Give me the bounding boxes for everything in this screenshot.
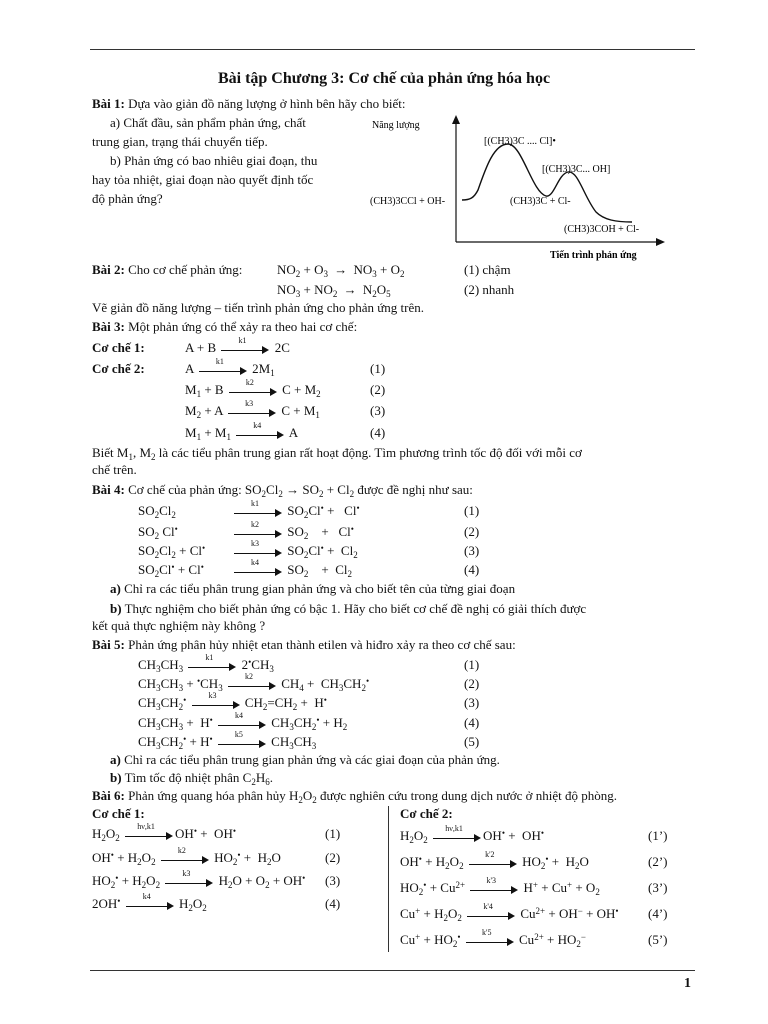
b3-m1-eq: A + B k1 2C — [185, 336, 290, 355]
b1-b2: hay tỏa nhiệt, giai đoạn nào quyết định tốc — [92, 172, 314, 187]
b5-n1: (1) — [464, 657, 480, 672]
b5-intro-line — [92, 637, 516, 653]
b4-eq2-right: k2 $SO_2$ + Cl• — [232, 524, 354, 540]
b3-m2-eq4: $M_1 + M_1$ k4 A — [185, 421, 299, 442]
bottom-rule — [90, 970, 695, 971]
column-divider — [388, 806, 389, 952]
ts1-label: [(CH3)3C .... Cl]• — [484, 136, 556, 147]
page-number: 1 — [684, 976, 691, 991]
b4-qa-label: a) — [110, 581, 121, 596]
b6-m2-eq2: $OH^• + H_2O_2$ k'2 $HO_2^• + H_2O$ — [400, 850, 589, 871]
b3-task2: chế trên. — [92, 462, 137, 477]
b2-r2-speed: (2) nhanh — [464, 282, 515, 297]
y-axis-arrow — [452, 115, 460, 124]
b2-r1-speed: (1) chậm — [464, 262, 511, 277]
b6-intro-line: Bài 6: Phản ứng quang hóa phân hủy $H_2O_2$ được nghiên cứu trong dung dịch nước ở nhiệt độ phòng. — [92, 788, 618, 805]
b2-intro: Cho cơ chế phản ứng: — [128, 262, 243, 277]
top-rule — [90, 49, 695, 50]
b6-m1-eq3: $HO_2^• + H_2O_2$ k3 $H_2O + O_2 + OH^•$ — [92, 869, 306, 890]
b5-eq4: $CH_3CH_3 + H^•$ k4 $CH_3CH_2^• + H_2$ — [138, 711, 348, 732]
b3-task1: Biết $M_1$, $M_2$ là các tiểu phân trung gian rất hoạt động. Tìm phương trình tốc độ đối với mỗi cơ — [92, 445, 582, 462]
b3-m2-label: Cơ chế 2: — [92, 361, 145, 376]
b3-n4: (4) — [370, 425, 386, 440]
b3-m2-eq2: $M_1 + B$ k2 $C + M_2$ — [185, 378, 321, 399]
b6-m2-n2: (2’) — [648, 854, 668, 869]
b2-r1: $NO_2 + O_3 \to NO_3 + O_2$ — [277, 262, 405, 279]
b6-m1-label: Cơ chế 1: — [92, 806, 145, 821]
b2-r2: $NO_3 + NO_2 \to N_2O_5$ — [277, 282, 391, 299]
b5-n5: (5) — [464, 734, 480, 749]
b4-qb-label: b) — [110, 601, 122, 616]
b6-m2-eq4: $Cu^+ + H_2O_2$ k'4 $Cu^{2+} + OH^- + OH^•$ — [400, 902, 619, 923]
b2-intro-line — [92, 262, 242, 278]
b5-eq2: $CH_3CH_3 + ^•CH_3$ k2 $CH_4 + CH_3CH_2^•$ — [138, 672, 370, 693]
b3-m2-eq1: A k1 $2M_1$ — [185, 357, 275, 378]
b1-intro-line — [92, 96, 405, 112]
b3-m1-label: Cơ chế 1: — [92, 340, 145, 355]
b4-n3: (3) — [464, 543, 480, 558]
b4-eq3-left: $SO_2Cl_2 + Cl^•$ — [138, 543, 206, 560]
b3-intro: Một phản ứng có thể xảy ra theo hai cơ chế: — [128, 319, 358, 334]
b1-a2: trung gian, trạng thái chuyển tiếp. — [92, 134, 268, 149]
b6-m1-n4: (4) — [325, 896, 341, 911]
b4-eq4-right: k4 $SO_2$ + $Cl_2$ — [232, 562, 352, 578]
b4-qa: Chỉ ra các tiểu phân trung gian phản ứng và cho biết tên của từng giai đoạn — [124, 581, 516, 596]
b1-a1: a) Chất đầu, sản phẩm phản ứng, chất — [110, 115, 306, 130]
b6-m2-label: Cơ chế 2: — [400, 806, 453, 821]
b3-m2-eq3: $M_2 + A$ k3 $C + M_1$ — [185, 399, 320, 420]
b5-qb-line: b) Tìm tốc độ nhiệt phân $C_2H_6$. — [110, 770, 273, 787]
b4-qb1: Thực nghiệm cho biết phản ứng có bậc 1. Hãy cho biết cơ chế đề nghị có giải thích được — [124, 601, 587, 616]
b5-qa-line — [110, 752, 500, 768]
b6-m1-eq4: 2OH• k4 $H_2O_2$ — [92, 892, 207, 913]
b5-eq5: $CH_3CH_2^• + H^•$ k5 $CH_3CH_3$ — [138, 730, 317, 751]
b5-qa-label: a) — [110, 752, 121, 767]
b1-label: Bài 1: — [92, 96, 125, 111]
b3-label: Bài 3: — [92, 319, 125, 334]
b4-qb-line — [110, 601, 586, 617]
intermediate-label: (CH3)3C + Cl- — [510, 196, 571, 207]
b6-m1-n2: (2) — [325, 850, 341, 865]
b6-m2-n5: (5’) — [648, 932, 668, 947]
b4-n2: (2) — [464, 524, 480, 539]
b3-intro-line — [92, 319, 357, 335]
energy-diagram — [370, 112, 670, 262]
b6-m2-n3: (3’) — [648, 880, 668, 895]
b4-qa-line — [110, 581, 515, 597]
b5-intro: Phản ứng phân hủy nhiệt etan thành etilen và hiđro xảy ra theo cơ chế sau: — [128, 637, 516, 652]
b4-qb2: kết quả thực nghiệm này không ? — [92, 618, 266, 633]
b4-n4: (4) — [464, 562, 480, 577]
b4-eq4-left: $SO_2Cl^• + Cl^•$ — [138, 562, 204, 579]
b5-n3: (3) — [464, 695, 480, 710]
b6-m1-eq2: $OH^• + H_2O_2$ k2 $HO_2^• + H_2O$ — [92, 846, 281, 867]
b6-m2-eq5: $Cu^+ + HO_2^•$ k'5 $Cu^{2+} + HO_2^-$ — [400, 928, 586, 949]
b2-task: Vẽ giản đồ năng lượng – tiến trình phản ứng cho phản ứng trên. — [92, 300, 425, 315]
b4-n1: (1) — [464, 503, 480, 518]
b3-n2: (2) — [370, 382, 386, 397]
b6-m2-n4: (4’) — [648, 906, 668, 921]
b4-eq1-left: $SO_2Cl_2$ — [138, 503, 176, 520]
xlabel: Tiến trình phản ứng — [550, 250, 637, 261]
b6-m1-n1: (1) — [325, 826, 341, 841]
x-axis-arrow — [656, 238, 665, 246]
reactants-label: (CH3)3CCl + OH- — [370, 196, 446, 207]
b4-intro-line: Bài 4: Cơ chế của phản ứng: $SO_2Cl_2 \to SO_2 + Cl_2$ được đề nghị như sau: — [92, 482, 473, 499]
b5-eq3: $CH_3CH_2^•$ k3 $CH_2=CH_2 + H^•$ — [138, 691, 327, 712]
b4-eq3-right: k3 $SO_2Cl^• + Cl_2$ — [232, 543, 358, 559]
b6-m2-n1: (1’) — [648, 828, 668, 843]
b4-label: Bài 4: — [92, 482, 125, 497]
b3-n1: (1) — [370, 361, 386, 376]
b4-eq1-right: k1 $SO_2Cl^• + Cl^•$ — [232, 503, 360, 519]
b5-qb-label: b) — [110, 770, 122, 785]
b6-m2-eq1: $H_2O_2$ hν,k1 OH• + OH• — [400, 824, 544, 845]
ylabel: Năng lượng — [372, 120, 420, 131]
b5-label: Bài 5: — [92, 637, 125, 652]
b1-b3: độ phản ứng? — [92, 191, 163, 206]
b1-intro: Dựa vào giản đồ năng lượng ở hình bên hãy cho biết: — [128, 96, 406, 111]
ts2-label: [(CH3)3C... OH] — [542, 164, 611, 175]
page-title: Bài tập Chương 3: Cơ chế của phản ứng hóa học — [217, 70, 551, 87]
b6-m1-n3: (3) — [325, 873, 341, 888]
b6-m1-eq1: $H_2O_2$ hν,k1 OH• + OH• — [92, 822, 236, 843]
b5-eq1: $CH_3CH_3$ k1 $2^•CH_3$ — [138, 653, 274, 674]
b4-eq2-left: $SO_2$ Cl• — [138, 524, 178, 541]
b6-label: Bài 6: — [92, 788, 125, 803]
b5-qa: Chỉ ra các tiểu phân trung gian phản ứng và các giai đoạn của phản ứng. — [124, 752, 500, 767]
b5-n2: (2) — [464, 676, 480, 691]
b1-b1: b) Phản ứng có bao nhiêu giai đoạn, thu — [110, 153, 318, 168]
products-label: (CH3)3COH + Cl- — [564, 224, 640, 235]
energy-curve — [462, 144, 632, 222]
b5-n4: (4) — [464, 715, 480, 730]
b6-m2-eq3: $HO_2^• + Cu^{2+}$ k'3 $H^+ + Cu^+ + O_2$ — [400, 876, 600, 897]
b3-n3: (3) — [370, 403, 386, 418]
b2-label: Bài 2: — [92, 262, 125, 277]
